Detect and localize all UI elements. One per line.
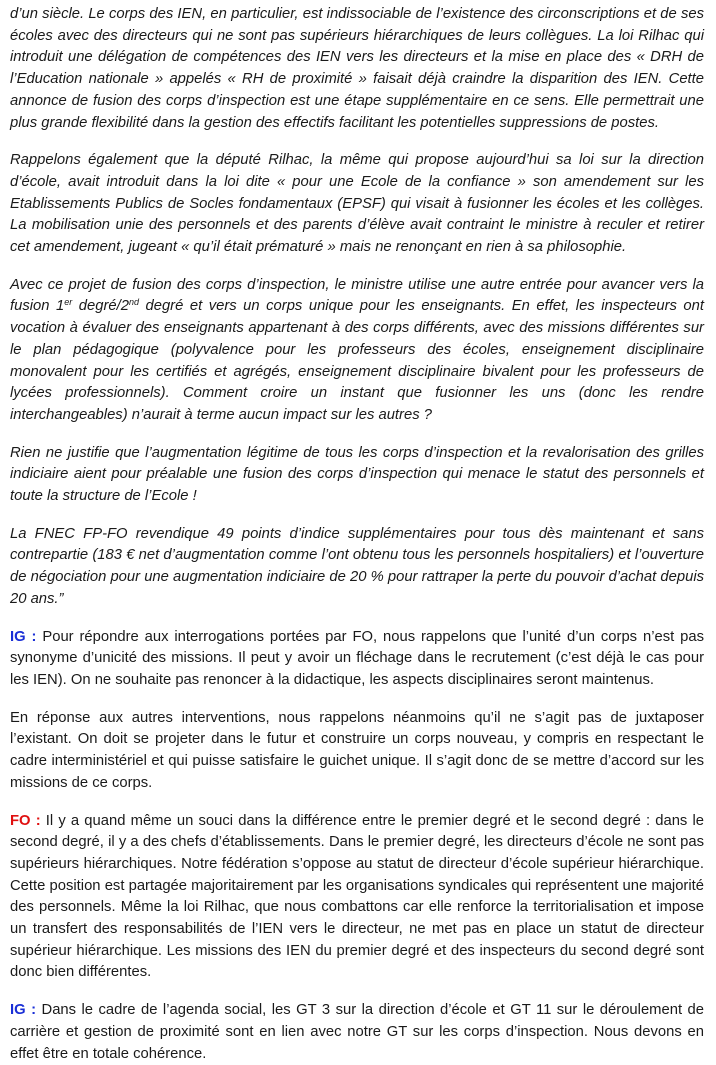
speaker-label-ig: IG : xyxy=(10,1002,37,1019)
paragraph-text: En réponse aux autres interventions, nous rappelons néanmoins qu’il ne s’agit pas de juxtaposer l’existant. On doit se projeter dans le futur et construire un corps nouveau, y compris en respectant le cadre interministériel et qui puisse satisfaire le guichet unique. Il s’agit donc de se mettre d’accord sur les missions de ce corps. xyxy=(10,709,704,791)
speaker-label-fo: FO : xyxy=(10,812,41,829)
quote-paragraph-revalorisation xyxy=(10,443,704,508)
paragraph-text: Rien ne justifie que l’augmentation légitime de tous les corps d’inspection et la revalorisation des grilles indiciaire aient pour préalable une fusion des corps d’inspection qui menace le statut des personnels et toute la structure de l’Ecole ! xyxy=(10,444,704,505)
quote-paragraph-fusion xyxy=(10,275,704,427)
superscript-er: er xyxy=(64,297,73,308)
quote-paragraph-rilhac-epsf xyxy=(10,150,704,259)
speech-paragraph-ig-1 xyxy=(10,627,704,692)
superscript-nd: nd xyxy=(128,297,139,308)
quote-paragraph-fnec-demand xyxy=(10,524,704,611)
speech-paragraph-fo xyxy=(10,811,704,985)
quote-paragraph-iens xyxy=(10,4,704,134)
paragraph-text: degré et vers un corps unique pour les enseignants. En effet, les inspecteurs ont vocation à évaluer des enseignants appartenant à des corps différents, avec des missions différentes sur le plan pédagogique (polyvalence pour les professeurs des écoles, enseignement disciplinaire monovalent pour les certifiés et agrégés, enseignement disciplinaire bivalent pour les professeurs de lycées professionnels). Comment croire un instant que fusionner les uns (donc les rendre interchangeables) n’aurait à terme aucun impact sur les autres ? xyxy=(10,298,704,423)
paragraph-text: Avec ce projet de fusion des corps d’inspection, le ministre utilise une autre entrée pour avancer vers la fusion 1 xyxy=(10,276,704,315)
speaker-label-ig: IG : xyxy=(10,628,37,645)
plain-paragraph-ig-response xyxy=(10,708,704,795)
paragraph-text: degré/2 xyxy=(72,298,129,315)
paragraph-text: Il y a quand même un souci dans la différence entre le premier degré et le second degré : dans le second degré, il y a des chefs d’établissements. Dans le premier degré, les directeurs d’école ne sont pas supérieurs hiérarchiques. Notre fédération s’oppose au statut de directeur d’école supérieur hiérarchique. Cette position est partagée majoritairement par les organisations syndicales qui représentent une majorité des personnels. Même la loi Rilhac, que nous combattons car elle renforce la territorialisation et impose un transfert des responsabilités de l’IEN vers le directeur, ne met pas en place un statut de directeur supérieur hiérarchique. Les missions des IEN du premier degré et des inspecteurs du second degré sont donc bien différentes. xyxy=(10,812,704,981)
paragraph-text: La FNEC FP-FO revendique 49 points d’indice supplémentaires pour tous dès maintenant et sans contrepartie (183 € net d’augmentation comme l’ont obtenu tous les personnels hospitaliers) et l’ouverture de négociation pour une augmentation indiciaire de 20 % pour rattraper la perte du pouvoir d’achat depuis 20 ans.” xyxy=(10,525,704,607)
paragraph-text: Rappelons également que la député Rilhac, la même qui propose aujourd’hui sa loi sur la direction d’école, avait introduit dans la loi dite « pour une Ecole de la confiance » son amendement sur les Etablissements Publics de Socles fondamentaux (EPSF) qui visait à fusionner les écoles et les collèges. La mobilisation unie des personnels et des parents d’élève avait contraint le ministre à reculer et retirer cet amendement, jugeant « qu’il était prématuré » mais ne renonçant en rien à sa philosophie. xyxy=(10,152,704,256)
paragraph-text: Pour répondre aux interrogations portées par FO, nous rappelons que l’unité d’un corps n’est pas synonyme d’unicité des missions. Il peut y avoir un fléchage dans le recrutement (c’est déjà le cas pour les IEN). On ne souhaite pas renoncer à la didactique, les aspects disciplinaires seront maintenus. xyxy=(10,628,704,688)
paragraph-text: d’un siècle. Le corps des IEN, en particulier, est indissociable de l’existence des circonscriptions et de ses écoles avec des directeurs qui ne sont pas supérieurs hiérarchiques de leurs collègues. La loi Rilhac qui introduit une délégation de compétences des IEN vers les directeurs et la mise en place des « DRH de l’Education nationale » appelés « RH de proximité » faisait déjà craindre la disparition des IEN. Cette annonce de fusion des corps d’inspection est une étape supplémentaire en ce sens. Elle permettrait une plus grande flexibilité dans la gestion des effectifs facilitant les potentielles suppressions de postes. xyxy=(10,6,704,131)
paragraph-text: Dans le cadre de l’agenda social, les GT 3 sur la direction d’école et GT 11 sur le déroulement de carrière et gestion de proximité sont en lien avec notre GT sur les corps d’inspection. Nous devons en effet être en totale cohérence. xyxy=(10,1002,704,1062)
speech-paragraph-ig-2 xyxy=(10,1000,704,1065)
